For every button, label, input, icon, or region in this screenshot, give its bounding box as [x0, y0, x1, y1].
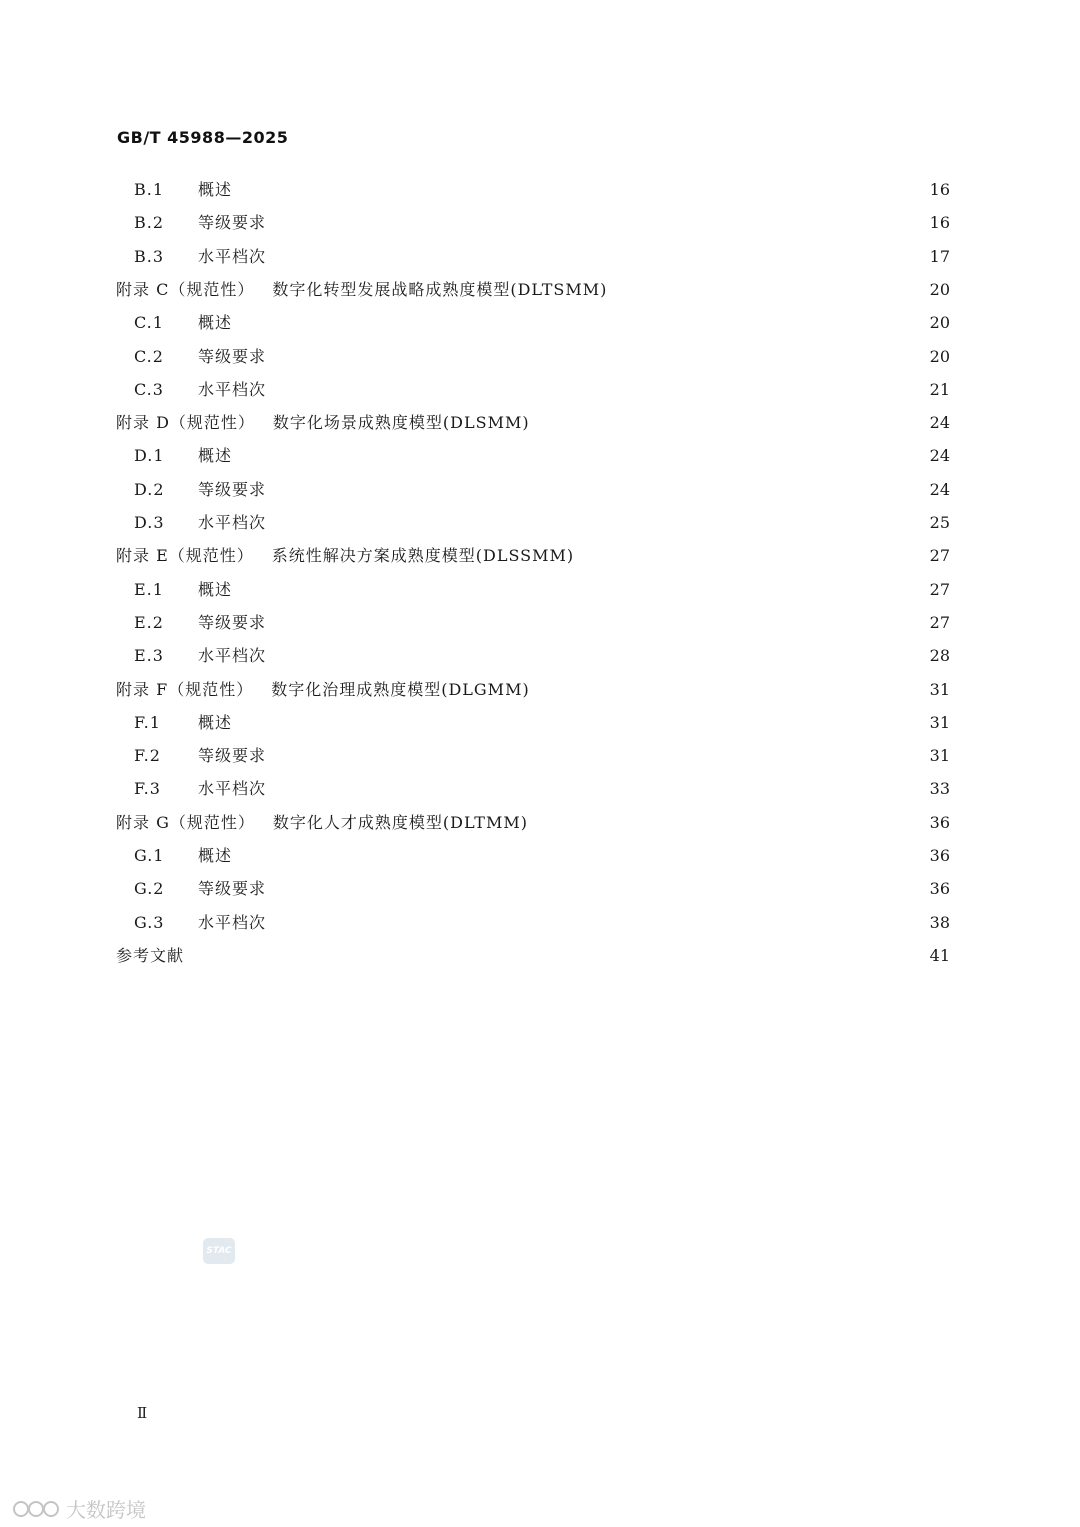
toc-entry[interactable]	[0, 240, 1080, 273]
toc-entry-title: 等级要求	[198, 612, 267, 632]
toc-entry-title: 概述	[198, 446, 233, 466]
toc-page-number: 36	[929, 879, 950, 899]
toc-entry-heading	[134, 506, 266, 539]
toc-leader-dots	[530, 806, 912, 839]
toc-entry-number: D.1	[134, 446, 165, 466]
toc-entry[interactable]	[0, 872, 1080, 905]
toc-page-number: 20	[929, 346, 950, 366]
toc-entry[interactable]	[0, 772, 1080, 805]
toc-entry[interactable]	[0, 573, 1080, 606]
toc-entry-number: D.2	[134, 479, 165, 499]
toc-page-number: 27	[929, 546, 950, 566]
toc-entry-number: E.3	[134, 646, 164, 666]
toc-entry-heading	[134, 839, 232, 872]
toc-entry-title: 等级要求	[198, 746, 267, 766]
toc-entry[interactable]	[0, 539, 1080, 572]
toc-leader-dots	[234, 306, 912, 339]
toc-entry-number: C.3	[134, 379, 164, 399]
toc-entry-title: 等级要求	[198, 479, 267, 499]
toc-entry-number: F.2	[134, 746, 161, 766]
toc-page-number: 31	[929, 712, 950, 732]
toc-leader-dots	[268, 240, 912, 273]
toc-entry-number: B.2	[134, 213, 165, 233]
toc-page-number: 21	[929, 379, 950, 399]
toc-leader-dots	[532, 673, 912, 706]
toc-entry-number: 附录 G（规范性）	[116, 812, 255, 832]
toc-entry-title: 水平档次	[198, 513, 267, 532]
toc-entry[interactable]	[0, 439, 1080, 472]
toc-leader-dots	[268, 373, 912, 406]
toc-leader-dots	[234, 173, 912, 206]
toc-page-number: 24	[929, 479, 950, 499]
toc-entry-heading	[116, 806, 528, 839]
toc-entry-number: B.3	[134, 246, 165, 266]
toc-entry-heading	[134, 706, 232, 739]
toc-leader-dots	[268, 739, 912, 772]
toc-entry[interactable]	[0, 739, 1080, 772]
toc-entry-title: 概述	[198, 846, 233, 865]
toc-entry[interactable]	[0, 839, 1080, 872]
toc-entry-title: 数字化人才成熟度模型(DLTMM)	[272, 812, 528, 832]
toc-entry-heading	[134, 206, 266, 239]
toc-entry-number: E.2	[134, 612, 164, 632]
toc-entry-title: 水平档次	[198, 379, 267, 399]
toc-leader-dots	[234, 573, 912, 606]
toc-entry-heading	[134, 639, 266, 672]
toc-entry-title: 概述	[198, 579, 233, 599]
toc-entry-title: 等级要求	[198, 346, 267, 366]
toc-entry-number: F.1	[134, 712, 161, 732]
toc-entry-heading	[134, 240, 266, 273]
toc-entry-heading	[134, 340, 266, 373]
toc-page-number: 27	[929, 579, 950, 599]
toc-entry-heading	[134, 173, 232, 206]
toc-page-number: 33	[929, 779, 950, 799]
toc-leader-dots	[268, 639, 912, 672]
toc-leader-dots	[268, 906, 912, 939]
toc-entry-title: 水平档次	[198, 646, 267, 666]
toc-entry-number: G.1	[134, 846, 165, 865]
toc-entry-title: 数字化场景成熟度模型(DLSMM)	[272, 413, 530, 433]
toc-entry-title: 数字化治理成熟度模型(DLGMM)	[271, 679, 530, 699]
toc-page-number: 36	[929, 812, 950, 832]
toc-leader-dots	[609, 273, 912, 306]
toc-entry-title: 系统性解决方案成熟度模型(DLSSMM)	[271, 546, 575, 566]
toc-page-number: 28	[929, 646, 950, 666]
toc-entry[interactable]	[0, 206, 1080, 239]
toc-leader-dots	[268, 606, 912, 639]
stac-logo-text: STAC	[206, 1246, 232, 1256]
toc-entry-number: 附录 C（规范性）	[116, 279, 255, 299]
toc-entry[interactable]	[0, 706, 1080, 739]
toc-entry[interactable]	[0, 939, 1080, 972]
toc-entry-number: G.2	[134, 879, 165, 899]
toc-leader-dots	[268, 506, 912, 539]
toc-entry-number: 附录 E（规范性）	[116, 546, 254, 566]
toc-leader-dots	[234, 439, 912, 472]
toc-entry-title: 概述	[198, 180, 233, 199]
toc-page-number: 24	[929, 446, 950, 466]
toc-entry-heading	[116, 539, 574, 572]
toc-entry-title: 数字化转型发展战略成熟度模型(DLTSMM)	[272, 279, 608, 299]
toc-page-number: 41	[929, 945, 950, 965]
toc-entry-heading	[116, 406, 530, 439]
toc-page-number: 36	[929, 846, 950, 865]
toc-entry-heading	[134, 606, 266, 639]
toc-entry[interactable]	[0, 606, 1080, 639]
toc-entry-number: E.1	[134, 579, 164, 599]
toc-entry-number: B.1	[134, 180, 165, 199]
toc-entry-title: 水平档次	[198, 779, 267, 799]
toc-page-number: 20	[929, 279, 950, 299]
toc-entry[interactable]	[0, 473, 1080, 506]
toc-entry[interactable]	[0, 373, 1080, 406]
toc-entry-number: 附录 D（规范性）	[116, 413, 255, 433]
toc-leader-dots	[268, 872, 912, 905]
toc-entry-heading	[134, 473, 266, 506]
page-number-roman: Ⅱ	[137, 1404, 148, 1422]
toc-entry-heading	[134, 872, 266, 905]
toc-entry-number: D.3	[134, 513, 165, 532]
toc-leader-dots	[234, 706, 912, 739]
toc-entry[interactable]	[0, 906, 1080, 939]
toc-entry-heading	[134, 439, 232, 472]
toc-entry-heading	[134, 373, 266, 406]
toc-leader-dots	[268, 473, 912, 506]
toc-entry[interactable]	[0, 306, 1080, 339]
toc-leader-dots	[532, 406, 912, 439]
toc-entry-heading	[116, 939, 184, 972]
toc-entry-number: F.3	[134, 779, 161, 799]
stac-logo	[203, 1238, 235, 1264]
toc-entry-title: 水平档次	[198, 246, 267, 266]
toc-leader-dots	[186, 939, 912, 972]
toc-entry-title: 水平档次	[198, 912, 267, 932]
toc-leader-dots	[234, 839, 912, 872]
toc-page-number: 16	[929, 213, 950, 233]
toc-leader-dots	[268, 772, 912, 805]
standard-code: GB/T 45988—2025	[117, 128, 289, 147]
toc-entry-number: C.1	[134, 313, 164, 333]
toc-entry-heading	[134, 772, 266, 805]
toc-page-number: 17	[929, 246, 950, 266]
toc-entry-heading	[134, 573, 232, 606]
toc-entry-number: 附录 F（规范性）	[116, 679, 254, 699]
toc-page-number: 16	[929, 180, 950, 199]
toc-page-number: 38	[929, 912, 950, 932]
toc-entry[interactable]	[0, 639, 1080, 672]
toc-entry[interactable]	[0, 806, 1080, 839]
toc-entry[interactable]	[0, 340, 1080, 373]
watermark	[12, 1494, 146, 1523]
toc-page-number: 27	[929, 612, 950, 632]
toc-entry-heading	[116, 673, 530, 706]
toc-leader-dots	[576, 539, 912, 572]
toc-entry-title: 等级要求	[198, 879, 267, 899]
toc-entry-heading	[134, 306, 232, 339]
toc-entry-heading	[134, 906, 266, 939]
toc-leader-dots	[268, 340, 912, 373]
toc-page-number: 20	[929, 313, 950, 333]
toc-entry-title: 参考文献	[116, 945, 185, 965]
toc-leader-dots	[268, 206, 912, 239]
toc-entry-number: G.3	[134, 912, 165, 932]
toc-entry-heading	[134, 739, 266, 772]
toc-entry-title: 等级要求	[198, 213, 267, 233]
toc-page-number: 24	[929, 413, 950, 433]
watermark-logo-icon	[12, 1498, 62, 1520]
toc-entry-number: C.2	[134, 346, 164, 366]
watermark-text: 大数跨境	[66, 1498, 146, 1522]
toc-page-number: 25	[929, 513, 950, 532]
toc-entry[interactable]	[0, 173, 1080, 206]
toc-entry-title: 概述	[198, 712, 233, 732]
toc-entry[interactable]	[0, 406, 1080, 439]
toc-page-number: 31	[929, 679, 950, 699]
toc-entry[interactable]	[0, 273, 1080, 306]
toc-entry-title: 概述	[198, 313, 233, 333]
toc-entry[interactable]	[0, 506, 1080, 539]
toc-entry[interactable]	[0, 673, 1080, 706]
toc-page-number: 31	[929, 746, 950, 766]
toc-entry-heading	[116, 273, 607, 306]
